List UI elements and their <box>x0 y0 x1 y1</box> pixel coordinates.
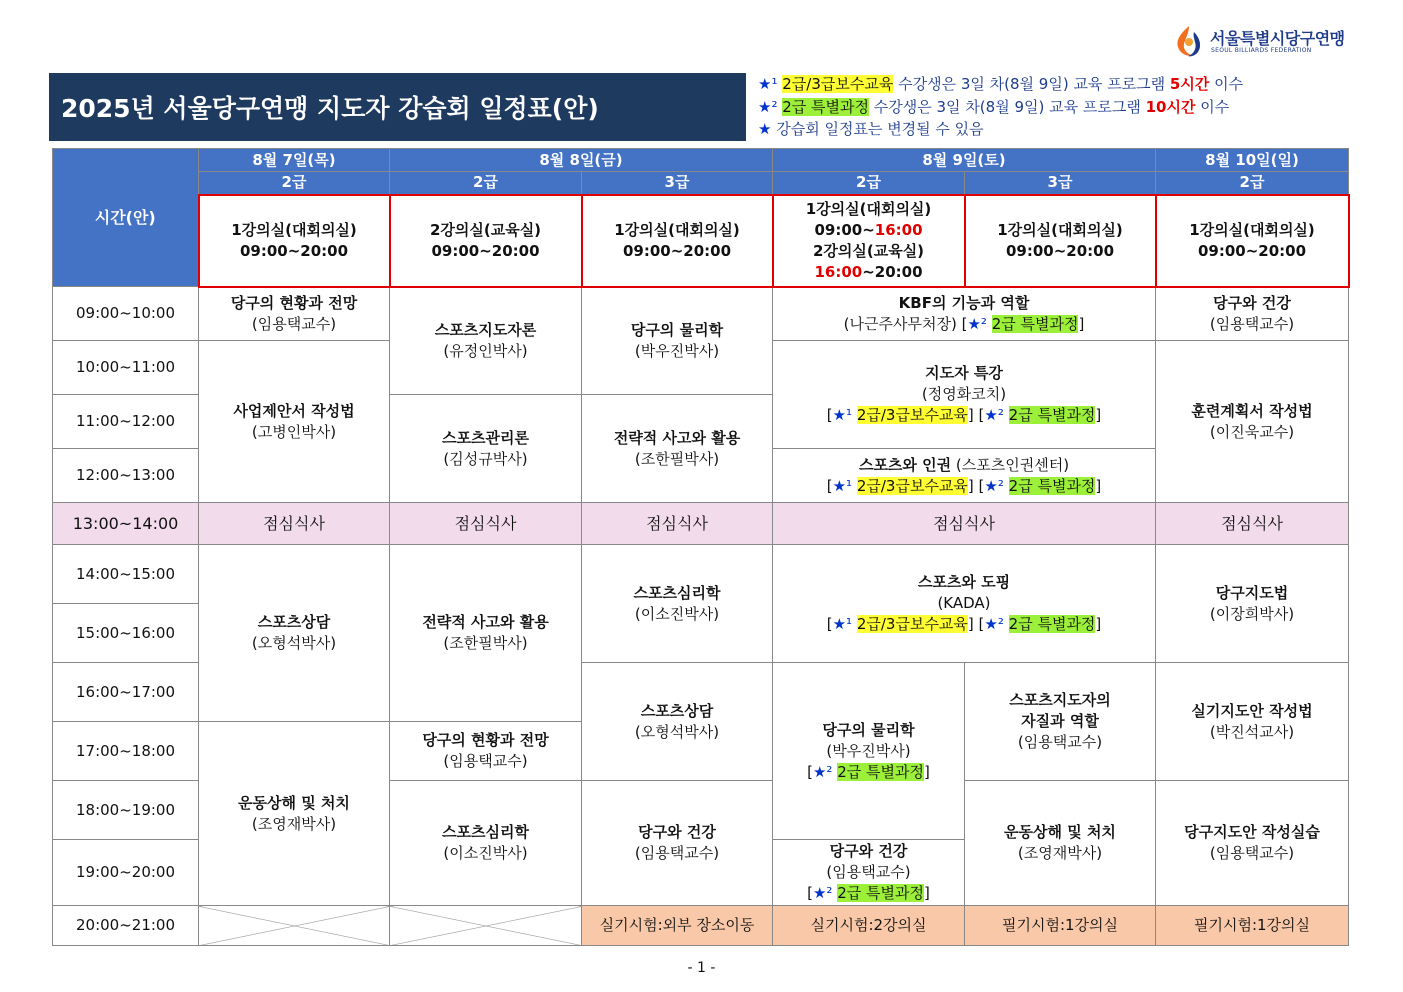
course-tag: 2급 특별과정 <box>837 762 924 781</box>
star-icon: ★² <box>812 884 833 902</box>
course-tag: 2급 특별과정 <box>1008 406 1096 424</box>
course-tags: [★¹ 2급/3급보수교육] [★² 2급 특별과정] <box>826 476 1102 495</box>
session-lecturer: (스포츠인권센터) <box>955 455 1070 474</box>
note-text: 수강생은 3일 차(8월 9일) 교육 프로그램 <box>869 97 1146 116</box>
star-icon: ★² <box>984 406 1004 424</box>
session-lecturer: (조한필박사) <box>634 449 720 468</box>
room-name: 2강의실(교육실) <box>812 241 925 260</box>
session-lecturer: (오형석박사) <box>634 722 720 741</box>
session-cell <box>199 287 390 341</box>
course-tags: [★¹ 2급/3급보수교육] [★² 2급 특별과정] <box>826 406 1102 424</box>
session-cell <box>390 781 582 906</box>
star-icon: ★² <box>967 314 987 333</box>
lunch-cell: 점심식사 <box>773 503 1156 545</box>
session-cell <box>965 781 1156 906</box>
session-lecturer: (임용택교수) <box>251 314 337 333</box>
course-tag: 2급 특별과정 <box>1008 476 1096 495</box>
session-title: 전략적 사고와 활용 <box>613 428 741 447</box>
session-lecturer: (이소진박사) <box>443 844 528 862</box>
course-tag: 2급 특별과정 <box>837 884 924 902</box>
session-cell <box>199 341 390 503</box>
logo-name: 서울특별시당구연맹 <box>1210 29 1345 48</box>
session-lecturer: (조한필박사) <box>443 634 528 652</box>
hours-part: 16:00 <box>814 262 863 281</box>
session-cell <box>199 722 390 906</box>
session-title: 스포츠와 인권 <box>858 455 952 474</box>
note-2 <box>758 96 1243 119</box>
star-icon: ★² <box>984 476 1004 495</box>
note-text: 이수 <box>1209 75 1244 93</box>
exam-cell: 필기시험:1강의실 <box>965 906 1156 946</box>
time-slot: 11:00~12:00 <box>53 395 199 449</box>
room-cell <box>965 195 1156 287</box>
exam-cell: 필기시험:1강의실 <box>1156 906 1349 946</box>
session-cell <box>965 663 1156 781</box>
lunch-cell: 점심식사 <box>1156 503 1349 545</box>
room-name: 1강의실(대회의실) <box>614 220 740 239</box>
room-hours <box>776 220 962 241</box>
session-cell <box>199 545 390 722</box>
session-lecturer: (조영재박사) <box>251 814 337 833</box>
star-icon: ★¹ <box>832 615 853 633</box>
room-hours: 09:00~20:00 <box>239 241 349 260</box>
session-cell <box>773 341 1156 449</box>
session-lecturer: (임용택교수) <box>634 844 720 862</box>
room-cell <box>582 195 773 287</box>
time-slot: 09:00~10:00 <box>53 287 199 341</box>
session-title-line <box>775 455 1153 476</box>
session-lecturer: (정영화코치) <box>921 385 1007 403</box>
logo-subtitle: SEOUL BILLIARDS FEDERATION <box>1211 47 1312 54</box>
session-cell <box>773 287 1156 341</box>
flame-logo-icon <box>1172 24 1206 58</box>
session-lecturer-line: (나근주사무처장) [★² 2급 특별과정] <box>843 314 1085 333</box>
session-title: 전략적 사고와 활용 <box>422 613 549 631</box>
course-tag: 2급/3급보수교육 <box>856 406 968 424</box>
room-cell <box>773 195 965 287</box>
session-cell <box>773 840 965 906</box>
session-cell <box>390 287 582 395</box>
note-text: 수강생은 3일 차(8월 9일) 교육 프로그램 <box>893 75 1170 93</box>
session-cell <box>582 663 773 781</box>
room-name: 1강의실(대회의실) <box>231 220 357 239</box>
session-title: 당구와 건강 <box>1213 293 1291 312</box>
session-title: 스포츠상담 <box>640 701 714 720</box>
session-cell <box>773 545 1156 663</box>
session-title: 스포츠심리학 <box>442 823 529 841</box>
course-tags: [★¹ 2급/3급보수교육] [★² 2급 특별과정] <box>826 615 1102 633</box>
room-name: 1강의실(대회의실) <box>997 220 1123 239</box>
time-slot: 20:00~21:00 <box>53 906 199 946</box>
session-lecturer: (박진석교사) <box>1209 722 1295 741</box>
title-text: 2025년 서울당구연맹 지도자 강습회 일정표(안) <box>61 94 599 123</box>
room-hours: 09:00~20:00 <box>431 241 540 260</box>
grade-header: 2급 <box>390 172 582 195</box>
session-title: 훈련계획서 작성법 <box>1191 401 1313 420</box>
session-cell <box>582 395 773 503</box>
session-cell <box>773 663 965 840</box>
session-lecturer: (임용택교수) <box>1017 733 1103 751</box>
session-title: 당구와 건강 <box>829 842 908 860</box>
course-tags: [★² 2급 특별과정] <box>807 884 930 902</box>
day-header: 8월 7일(목) <box>199 149 390 172</box>
session-cell <box>773 449 1156 503</box>
note-1 <box>758 73 1243 96</box>
room-name: 2강의실(교육실) <box>429 220 542 239</box>
time-slot: 17:00~18:00 <box>53 722 199 781</box>
session-lecturer: (이진욱교수) <box>1209 422 1295 441</box>
page-title <box>49 73 746 141</box>
room-hours <box>776 262 962 283</box>
session-title: 스포츠지도자론 <box>434 320 537 339</box>
star-icon: ★² <box>758 97 778 116</box>
grade-header: 3급 <box>965 172 1156 195</box>
session-cell <box>1156 781 1349 906</box>
grade-header: 2급 <box>199 172 390 195</box>
room-cell <box>1156 195 1349 287</box>
session-cell <box>390 545 582 722</box>
session-lecturer: (이소진박사) <box>634 604 720 623</box>
session-lecturer: (박우진박사) <box>634 341 720 360</box>
session-title: 당구지도법 <box>1215 583 1289 602</box>
empty-cell <box>390 906 582 946</box>
session-cell <box>582 781 773 906</box>
session-lecturer: (나근주사무처장) <box>843 314 957 333</box>
hours-part: ~20:00 <box>862 262 923 281</box>
session-lecturer: (박우진박사) <box>826 741 911 760</box>
federation-logo <box>1172 24 1362 60</box>
session-cell <box>1156 287 1349 341</box>
lunch-cell: 점심식사 <box>199 503 390 545</box>
course-tags: [★² 2급 특별과정] <box>807 762 930 781</box>
room-cell <box>199 195 390 287</box>
session-lecturer: (고병인박사) <box>251 422 337 441</box>
session-cell <box>1156 341 1349 503</box>
session-lecturer: (임용택교수) <box>1209 314 1295 333</box>
session-title: 당구의 현황과 전망 <box>230 293 358 312</box>
session-lecturer: (이장희박사) <box>1209 604 1295 623</box>
exam-cell: 실기시험:2강의실 <box>773 906 965 946</box>
star-icon: ★¹ <box>832 406 853 424</box>
schedule-table <box>52 148 1350 946</box>
day-header: 8월 8일(금) <box>390 149 773 172</box>
session-lecturer: (김성규박사) <box>443 449 528 468</box>
page-number: - 1 - <box>687 960 716 976</box>
lunch-cell: 점심식사 <box>390 503 582 545</box>
note-highlight: 2급 특별과정 <box>782 97 870 116</box>
day-header: 8월 9일(토) <box>773 149 1156 172</box>
session-cell <box>582 287 773 395</box>
session-lecturer: (임용택교수) <box>1209 844 1295 862</box>
lunch-cell: 점심식사 <box>582 503 773 545</box>
note-highlight: 2급/3급보수교육 <box>782 75 894 93</box>
empty-cell <box>199 906 390 946</box>
session-title: 당구지도안 작성실습 <box>1184 823 1320 841</box>
grade-header: 2급 <box>773 172 965 195</box>
hours-part: 16:00 <box>874 220 923 239</box>
grade-header: 2급 <box>1156 172 1349 195</box>
course-tag: 2급 특별과정 <box>1008 615 1096 633</box>
room-hours: 09:00~20:00 <box>1005 241 1115 260</box>
session-title: 당구의 현황과 전망 <box>422 731 549 749</box>
session-lecturer: (조영재박사) <box>1017 844 1103 862</box>
time-slot: 19:00~20:00 <box>53 840 199 906</box>
session-title: 사업제안서 작성법 <box>233 401 355 420</box>
session-lecturer: (임용택교수) <box>443 752 528 770</box>
hours-part: 09:00~ <box>814 220 875 239</box>
course-tag: 2급/3급보수교육 <box>856 476 968 495</box>
star-icon: ★ <box>758 120 772 138</box>
time-slot: 10:00~11:00 <box>53 341 199 395</box>
session-cell <box>1156 545 1349 663</box>
session-cell <box>582 545 773 663</box>
session-title: 당구의 물리학 <box>630 320 724 339</box>
session-title: 스포츠상담 <box>257 613 331 631</box>
session-title: 스포츠지도자의 <box>1009 691 1111 709</box>
session-title: 당구의 물리학 <box>822 720 915 739</box>
session-lecturer: (오형석박사) <box>251 634 337 652</box>
course-tag: 2급/3급보수교육 <box>856 615 968 633</box>
star-icon: ★¹ <box>832 476 853 495</box>
session-title: 스포츠관리론 <box>442 428 529 447</box>
course-tag: 2급 특별과정 <box>991 314 1079 333</box>
day-header: 8월 10일(일) <box>1156 149 1349 172</box>
session-title: 지도자 특강 <box>925 364 1003 382</box>
room-hours: 09:00~20:00 <box>1197 241 1307 260</box>
note-text: 강습회 일정표는 변경될 수 있음 <box>771 120 984 138</box>
session-title: 당구와 건강 <box>638 823 716 841</box>
session-title: 실기지도안 작성법 <box>1191 701 1313 720</box>
star-icon: ★² <box>812 762 833 781</box>
star-icon: ★¹ <box>758 75 778 93</box>
note-3 <box>758 118 1243 141</box>
star-icon: ★² <box>984 615 1004 633</box>
note-emphasis: 10시간 <box>1145 97 1196 116</box>
room-hours: 09:00~20:00 <box>622 241 732 260</box>
time-slot: 12:00~13:00 <box>53 449 199 503</box>
room-name: 1강의실(대회의실) <box>805 199 932 218</box>
exam-cell: 실기시험:외부 장소이동 <box>582 906 773 946</box>
session-title: 운동상해 및 처치 <box>1004 823 1116 841</box>
session-lecturer: (KADA) <box>937 594 991 612</box>
notes <box>758 73 1243 141</box>
time-slot: 18:00~19:00 <box>53 781 199 840</box>
session-cell <box>390 722 582 781</box>
time-header: 시간(안) <box>53 149 199 287</box>
time-slot: 14:00~15:00 <box>53 545 199 604</box>
session-cell <box>390 395 582 503</box>
session-lecturer: (임용택교수) <box>826 863 911 881</box>
session-title: 운동상해 및 처치 <box>238 793 350 812</box>
room-cell <box>390 195 582 287</box>
session-title: 스포츠심리학 <box>633 583 721 602</box>
grade-header: 3급 <box>582 172 773 195</box>
session-cell <box>1156 663 1349 781</box>
room-name: 1강의실(대회의실) <box>1189 220 1315 239</box>
session-title: 자질과 역할 <box>1021 712 1099 730</box>
session-title: 스포츠와 도핑 <box>917 573 1011 591</box>
session-title: KBF의 기능과 역할 <box>898 293 1030 312</box>
time-slot: 15:00~16:00 <box>53 604 199 663</box>
note-emphasis: 5시간 <box>1169 75 1210 93</box>
note-text: 이수 <box>1195 97 1230 116</box>
session-lecturer: (유정인박사) <box>443 341 528 360</box>
time-slot: 16:00~17:00 <box>53 663 199 722</box>
time-slot: 13:00~14:00 <box>53 503 199 545</box>
